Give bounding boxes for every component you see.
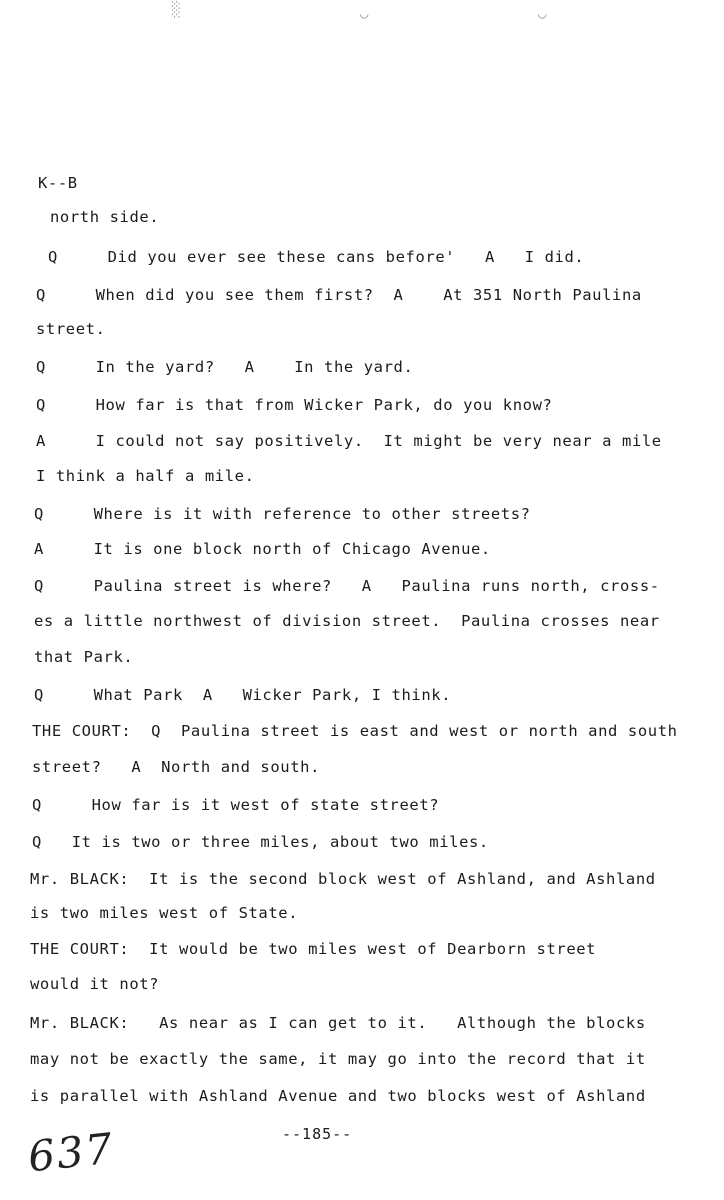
text-line-13: es a little northwest of division street. Paulina crosses near <box>34 612 660 630</box>
text-line-15: Q What Park A Wicker Park, I think. <box>34 686 452 704</box>
text-line-22: THE COURT: It would be two miles west of Dearborn street <box>30 940 597 958</box>
text-line-2: north side. <box>50 208 160 226</box>
text-line-12: Q Paulina street is where? A Paulina runs north, cross- <box>34 577 660 595</box>
text-line-7: Q How far is that from Wicker Park, do you know? <box>36 396 553 414</box>
text-line-14: that Park. <box>34 648 134 666</box>
text-line-11: A It is one block north of Chicago Avenue. <box>34 540 491 558</box>
text-line-21: is two miles west of State. <box>30 904 299 922</box>
text-line-4: Q When did you see them first? A At 351 North Paulina <box>36 286 642 304</box>
text-line-25: may not be exactly the same, it may go into the record that it <box>30 1050 646 1068</box>
text-line-20: Mr. BLACK: It is the second block west of Ashland, and Ashland <box>30 870 656 888</box>
top-smudge-left: ░ <box>172 2 181 18</box>
text-line-19: Q It is two or three miles, about two miles. <box>32 833 489 851</box>
top-smudge-middle: ◡ <box>360 6 369 22</box>
text-line-10: Q Where is it with reference to other streets? <box>34 505 531 523</box>
page-number: --185-- <box>282 1125 353 1143</box>
text-line-23: would it not? <box>30 975 160 993</box>
handwritten-page-number: 637 <box>25 1123 117 1182</box>
text-line-26: is parallel with Ashland Avenue and two blocks west of Ashland <box>30 1087 646 1105</box>
text-line-9: I think a half a mile. <box>36 467 255 485</box>
text-line-17: street? A North and south. <box>32 758 321 776</box>
top-smudge-right: ◡ <box>538 6 547 22</box>
text-line-24: Mr. BLACK: As near as I can get to it. Although the blocks <box>30 1014 646 1032</box>
text-line-16: THE COURT: Q Paulina street is east and west or north and south <box>32 722 678 740</box>
text-line-5: street. <box>36 320 106 338</box>
text-line-8: A I could not say positively. It might be very near a mile <box>36 432 662 450</box>
text-line-6: Q In the yard? A In the yard. <box>36 358 414 376</box>
text-line-3: Q Did you ever see these cans before' A I did. <box>48 248 585 266</box>
text-line-1: K--B <box>38 174 78 192</box>
text-line-18: Q How far is it west of state street? <box>32 796 440 814</box>
